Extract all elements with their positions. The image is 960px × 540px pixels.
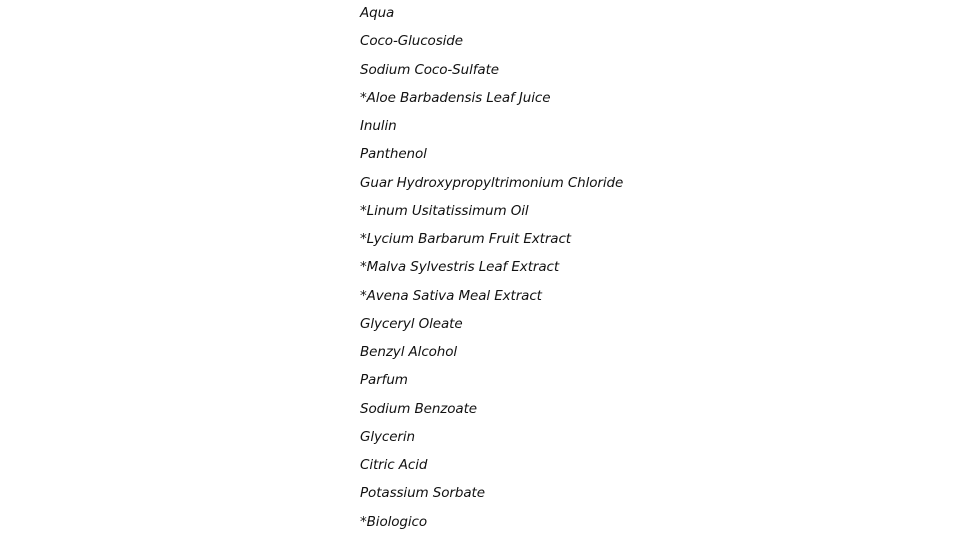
ingredient-item: *Malva Sylvestris Leaf Extract	[360, 259, 560, 276]
ingredient-item: *Lycium Barbarum Fruit Extract	[360, 231, 571, 247]
ingredient-item: Sodium Benzoate	[360, 400, 477, 417]
ingredient-item: Panthenol	[360, 146, 427, 163]
ingredient-item: Sodium Coco-Sulfate	[360, 61, 499, 78]
ingredient-list	[360, 0, 623, 537]
ingredient-item: Citric Acid	[360, 457, 428, 473]
ingredient-item: Guar Hydroxypropyltrimonium Chloride	[360, 174, 624, 191]
ingredient-item: Benzyl Alcohol	[360, 344, 458, 360]
ingredient-item: Inulin	[360, 118, 397, 134]
ingredient-item: Aqua	[360, 5, 395, 21]
ingredient-item: Coco-Glucoside	[360, 33, 463, 50]
ingredient-item: *Aloe Barbadensis Leaf Juice	[360, 89, 551, 106]
ingredient-item: *Biologico	[360, 513, 428, 530]
ingredient-item: Glycerin	[360, 428, 415, 445]
ingredient-item: Glyceryl Oleate	[360, 315, 463, 332]
ingredient-item: Parfum	[360, 372, 408, 389]
ingredient-item: *Avena Sativa Meal Extract	[360, 287, 542, 304]
ingredient-item: Potassium Sorbate	[360, 485, 485, 502]
ingredient-item: *Linum Usitatissimum Oil	[360, 202, 529, 219]
